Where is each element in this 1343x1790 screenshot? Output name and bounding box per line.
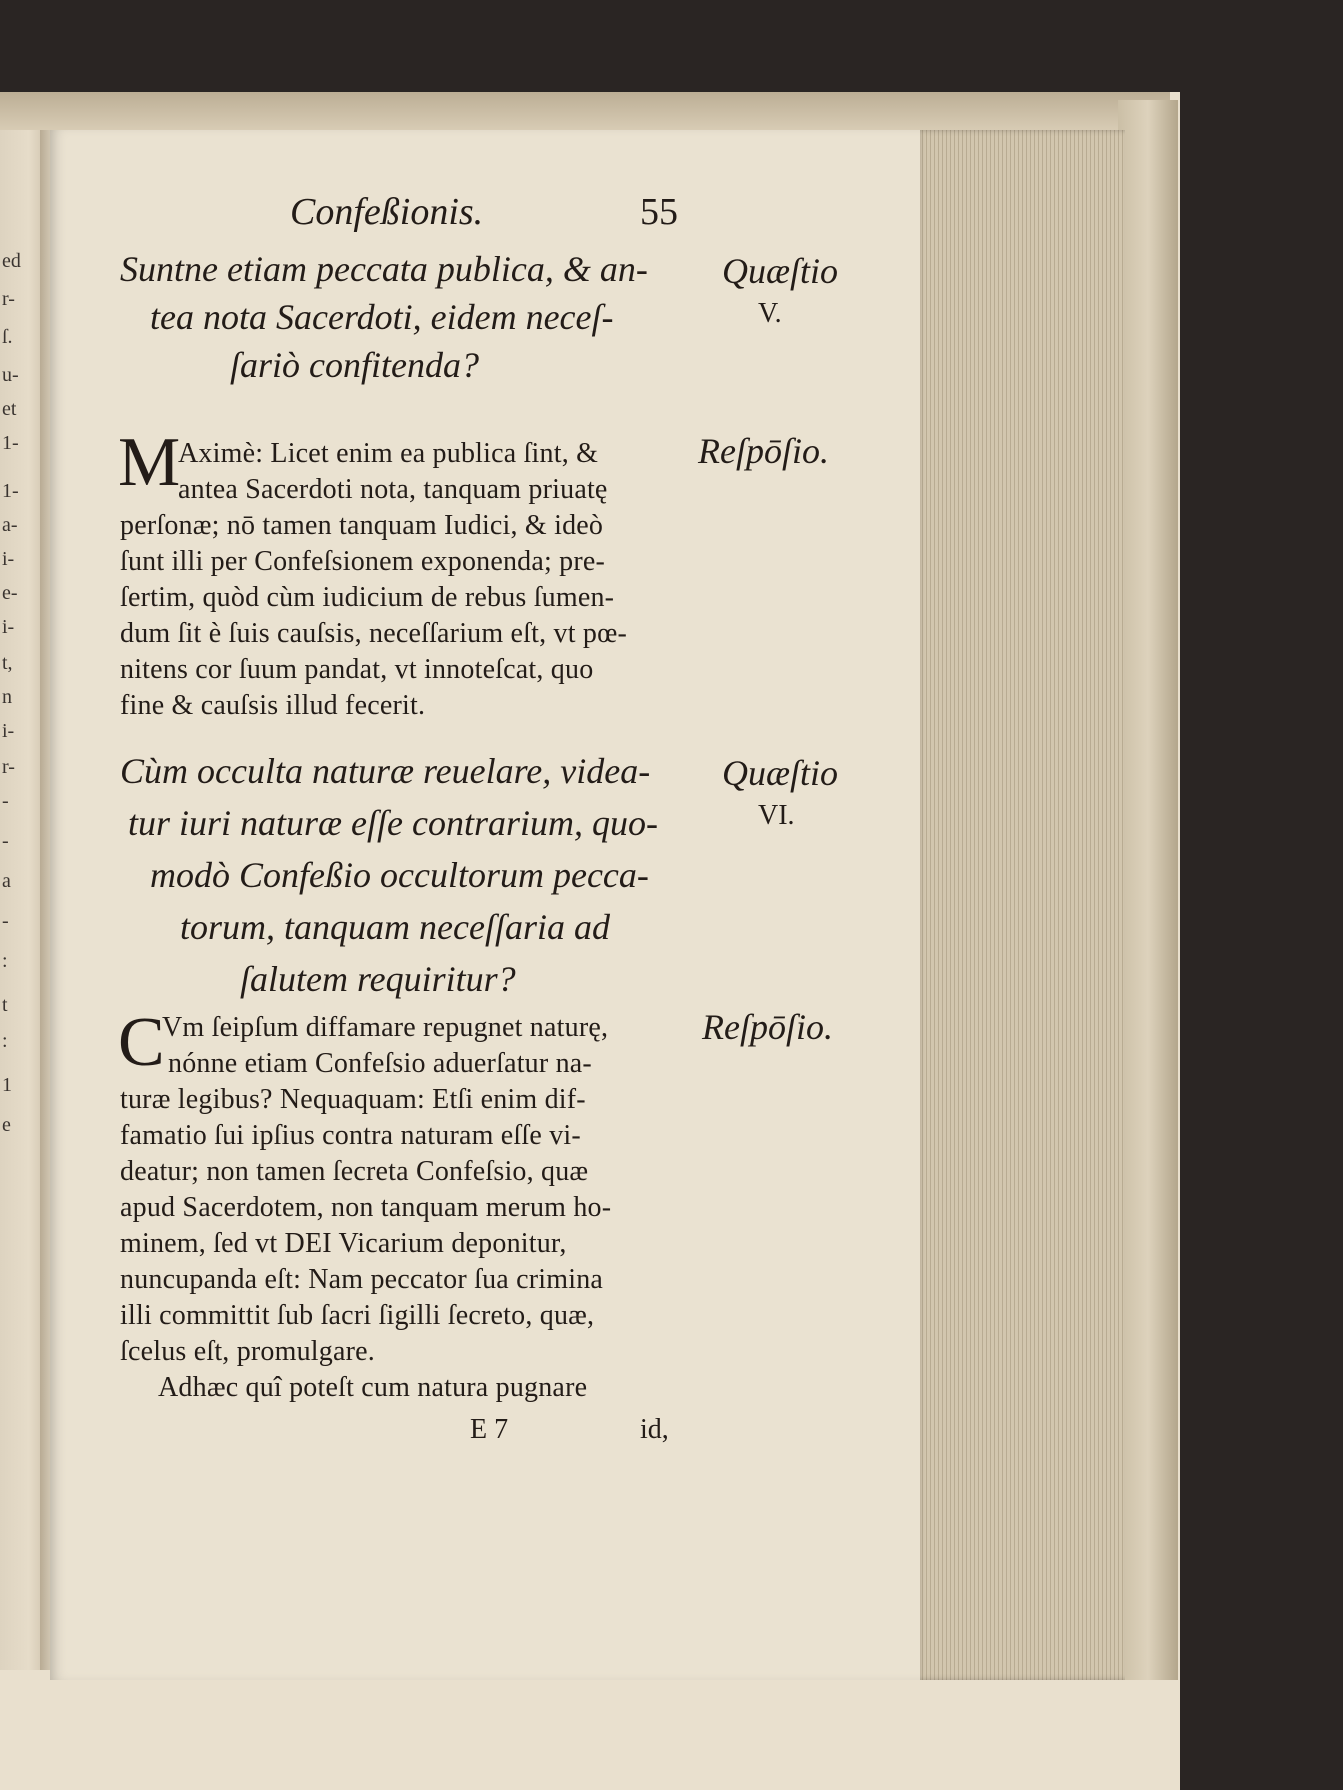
dropcap-m: M — [118, 424, 181, 501]
body-line: apud Sacerdotem, non tanquam merum ho- — [120, 1192, 612, 1223]
left-page-fragment-text: t — [2, 994, 8, 1016]
body-line: illi committit ſub ſacri ſigilli ſecreto, quæ, — [120, 1300, 595, 1331]
left-page-fragment-text: : — [2, 950, 8, 972]
body-line: turæ legibus? Nequaquam: Etſi enim dif- — [120, 1084, 586, 1115]
body-line: minem, ſed vt DEI Vicarium deponitur, — [120, 1228, 567, 1259]
body-line: famatio ſui ipſius contra naturam eſſe vi- — [120, 1120, 581, 1151]
page-55 — [50, 130, 920, 1680]
question5-label: Quæſtio — [722, 251, 839, 291]
left-page-fragment-text: e — [2, 1114, 11, 1136]
signature-mark: E 7 — [470, 1414, 509, 1445]
body-line: ſcelus eſt, promulgare. — [120, 1336, 375, 1367]
left-page-fragment-text: e- — [2, 582, 18, 604]
question6-label: Quæſtio — [722, 753, 839, 793]
left-page-fragment-text: a- — [2, 514, 18, 536]
catchword: id, — [640, 1414, 669, 1445]
body-line: nuncupanda eſt: Nam peccator ſua crimina — [120, 1264, 604, 1295]
question5-line: Suntne etiam peccata publica, & an- — [120, 249, 648, 289]
question5-line: ſariò confitenda? — [230, 345, 479, 385]
left-page-fragment-text: t, — [2, 652, 13, 674]
left-page-fragment-text: i- — [2, 720, 15, 742]
body-line: Adhæc quî poteſt cum natura pugnare — [158, 1372, 588, 1403]
question5-number: V. — [758, 298, 782, 329]
left-page-fragment-text: - — [2, 830, 9, 852]
dropcap-c: C — [118, 1004, 165, 1081]
left-page-fragment-text: n — [2, 686, 12, 708]
body-line: deatur; non tamen ſecreta Confeſsio, quæ — [120, 1156, 589, 1187]
question6-line: torum, tanquam neceſſaria ad — [180, 907, 610, 947]
body-line: fine & cauſsis illud fecerit. — [120, 690, 426, 721]
body-line: ſunt illi per Confeſsionem exponenda; pre- — [120, 546, 606, 577]
left-page-fragment-text: et — [2, 398, 17, 420]
left-page-fragment-text: r- — [2, 756, 15, 778]
question6-line: modò Confeßio occultorum pecca- — [150, 855, 649, 895]
body-line: dum ſit è ſuis cauſsis, neceſſarium eſt, vt pœ- — [120, 618, 628, 649]
left-page-fragment-text: i- — [2, 548, 15, 570]
left-page-fragment-text: : — [2, 1030, 8, 1052]
binding-strip — [0, 92, 1170, 132]
body-line: Vm ſeipſum diffamare repugnet naturę, — [162, 1012, 609, 1043]
body-line: Aximè: Licet enim ea publica ſint, & — [178, 438, 599, 469]
left-page-fragment-text: i- — [2, 616, 15, 638]
question6-line: Cùm occulta naturæ reuelare, videa- — [120, 751, 651, 791]
left-page-fragment-text: u- — [2, 364, 19, 386]
left-page-fragment-text: 1- — [2, 432, 19, 454]
left-page-fragment-text: - — [2, 910, 9, 932]
body-line: perſonæ; nō tamen tanquam Iudici, & ideò — [120, 510, 604, 541]
left-page-fragment-text: 1- — [2, 480, 19, 502]
question6-line: tur iuri naturæ eſſe contrarium, quo- — [128, 803, 658, 843]
left-page-fragment-text: ſ. — [2, 326, 13, 348]
page-number: 55 — [640, 191, 678, 233]
body-line: nitens cor ſuum pandat, vt innoteſcat, quo — [120, 654, 594, 685]
left-page-fragment-text: - — [2, 790, 9, 812]
left-page-fragment-text: a — [2, 870, 11, 892]
question6-number: VI. — [758, 800, 795, 831]
cover-edge — [1118, 100, 1178, 1680]
body-line: antea Sacerdoti nota, tanquam priuatę — [178, 474, 608, 505]
left-page-fragment-text: r- — [2, 288, 15, 310]
left-page-fragment-text: ed — [2, 250, 21, 272]
fore-edge-pages — [915, 130, 1125, 1680]
question6-line: ſalutem requiritur? — [240, 959, 516, 999]
response6-label: Reſpōſio. — [702, 1007, 833, 1047]
left-page-fragment-text: 1 — [2, 1074, 12, 1096]
body-line: nónne etiam Confeſsio aduerſatur na- — [168, 1048, 592, 1079]
running-head: Confeßionis. — [290, 191, 484, 233]
question5-line: tea nota Sacerdoti, eidem neceſ- — [150, 297, 614, 337]
body-line: ſertim, quòd cùm iudicium de rebus ſumen- — [120, 582, 615, 613]
response5-label: Reſpōſio. — [698, 431, 829, 471]
